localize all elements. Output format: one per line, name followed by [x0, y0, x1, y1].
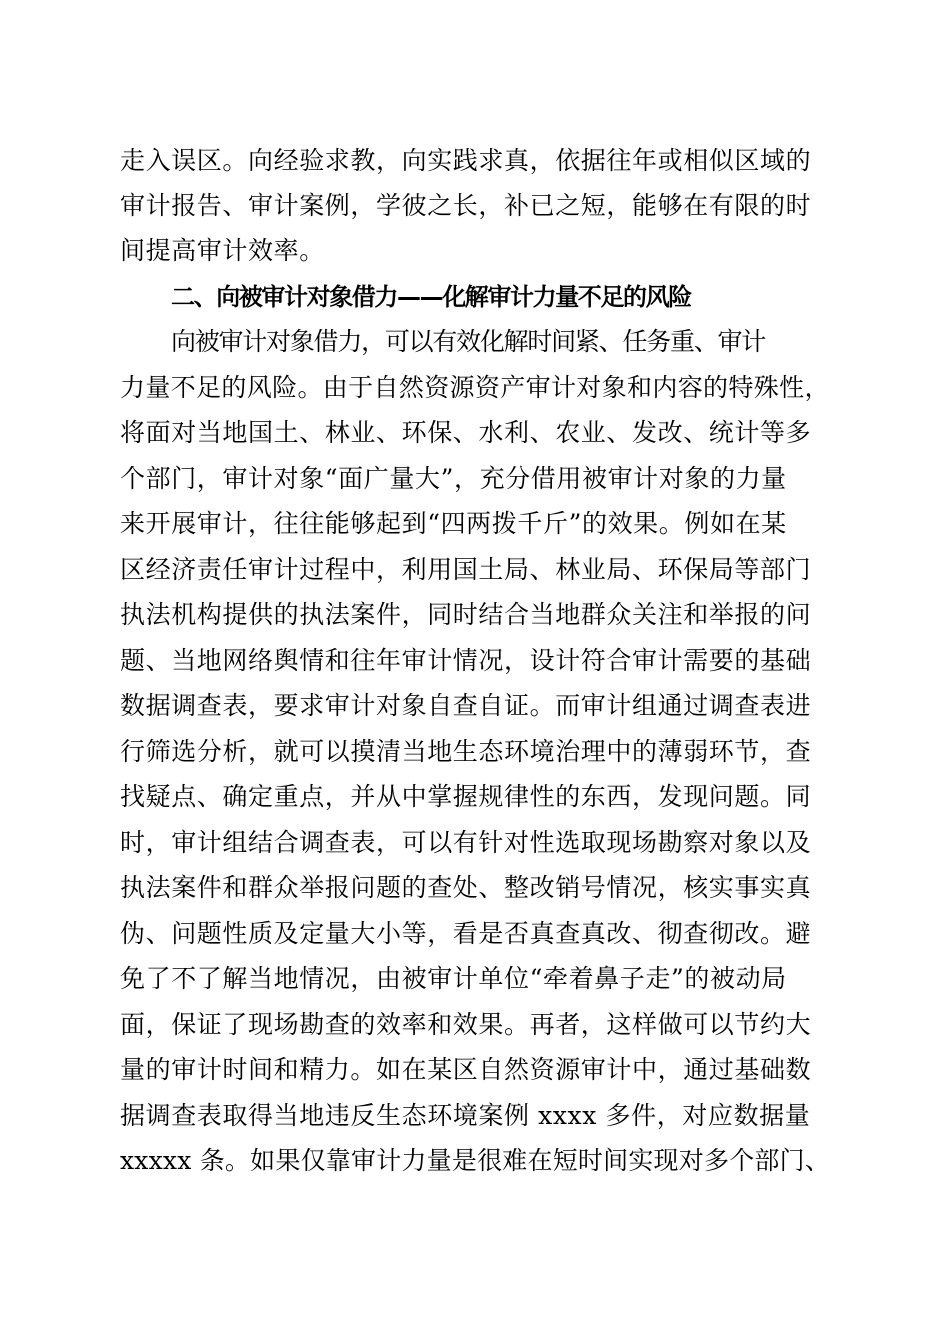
paragraph-line: 题、当地网络舆情和往年审计情况，设计符合审计需要的基础: [120, 646, 812, 675]
paragraph-line: 伪、问题性质及定量大小等，看是否真查真改、彻查彻改。避: [120, 919, 812, 948]
paragraph-line: 数据调查表，要求审计对象自查自证。而审计组通过调查表进: [120, 691, 812, 720]
paragraph-line: 将面对当地国土、林业、环保、水利、农业、发改、统计等多: [120, 418, 812, 447]
paragraph-line: 找疑点、确定重点，并从中掌握规律性的东西，发现问题。同: [120, 782, 812, 811]
paragraph-line: 力量不足的风险。由于自然资源资产审计对象和内容的特殊性，: [120, 373, 830, 402]
paragraph-line: 执法机构提供的执法案件，同时结合当地群众关注和举报的问: [120, 600, 812, 629]
section-heading: 二、向被审计对象借力——化解审计力量不足的风险: [171, 283, 691, 311]
paragraph-line: 执法案件和群众举报问题的查处、整改销号情况，核实事实真: [120, 873, 812, 902]
paragraph-line: 向被审计对象借力，可以有效化解时间紧、任务重、审计: [171, 327, 766, 356]
paragraph-line: 审计报告、审计案例，学彼之长，补已之短，能够在有限的时: [120, 191, 812, 220]
paragraph-line: 走入误区。向经验求教，向实践求真，依据往年或相似区域的: [120, 146, 812, 175]
paragraph-line: 来开展审计，往往能够起到“四两拨千斤”的效果。例如在某: [120, 509, 787, 538]
paragraph-line: 行筛选分析，就可以摸清当地生态环境治理中的薄弱环节，查: [120, 737, 812, 766]
paragraph-line: xxxxx 条。如果仅靠审计力量是很难在短时间实现对多个部门、: [120, 1146, 831, 1175]
paragraph-line: 时，审计组结合调查表，可以有针对性选取现场勘察对象以及: [120, 828, 812, 857]
paragraph-line: 面，保证了现场勘查的效率和效果。再者，这样做可以节约大: [120, 1010, 812, 1039]
paragraph-line: 区经济责任审计过程中，利用国土局、林业局、环保局等部门: [120, 555, 812, 584]
paragraph-line: 据调查表取得当地违反生态环境案例 xxxx 多件，对应数据量: [120, 1101, 811, 1130]
paragraph-line: 免了不了解当地情况，由被审计单位“牵着鼻子走”的被动局: [120, 964, 787, 993]
paragraph-line: 间提高审计效率。: [120, 236, 325, 265]
paragraph-line: 量的审计时间和精力。如在某区自然资源审计中，通过基础数: [120, 1055, 812, 1084]
paragraph-line: 个部门，审计对象“面广量大”，充分借用被审计对象的力量: [120, 464, 787, 493]
